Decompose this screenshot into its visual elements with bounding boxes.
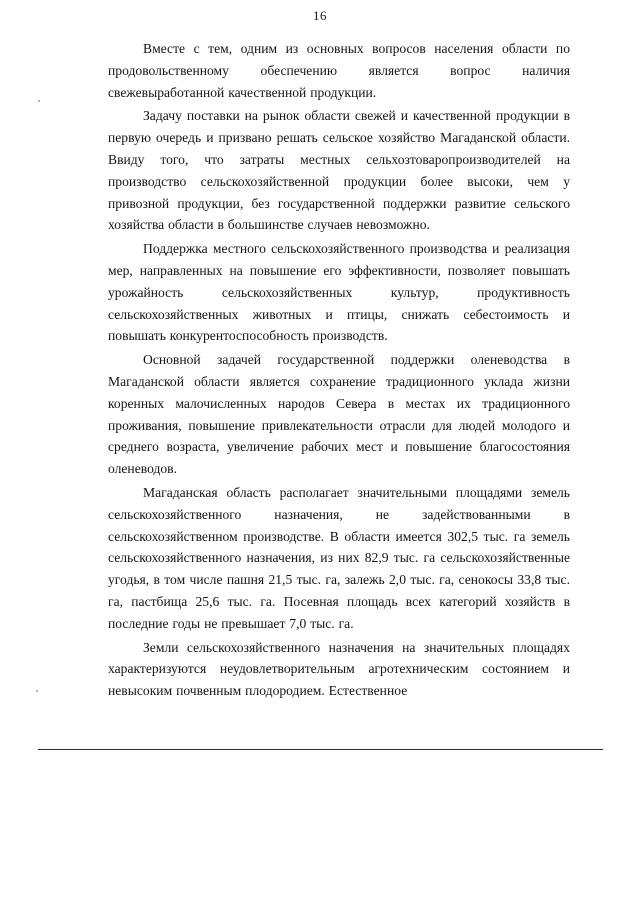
- bottom-rule: [38, 749, 603, 750]
- page-number: 16: [313, 8, 327, 23]
- paragraph-land-resources: Магаданская область располагает значительными площадями земель сельскохозяйственного назначения, не задействованными в сельскохозяйственном производстве. В области имеется 302,5 тыс. га земель сельскохозяйственного назначения, из них 82,9 тыс. га сельскохозяйственные угодья, в том числе пашня 21,5 тыс. га, залежь 2,0 тыс. га, сенокосы 33,8 тыс. га, пастбища 25,6 тыс. га. Посевная площадь всех категорий хозяйств в последние годы не превышает 7,0 тыс. га.: [108, 484, 570, 631]
- margin-speck: [38, 100, 40, 102]
- paragraph-local-production-support: Поддержка местного сельскохозяйственного производства и реализация мер, направленных на повышение его эффективности, позволяет повышать урожайность сельскохозяйственных культур, продуктивность сельскохозяйственных животных и птицы, снижать себестоимость и повышать конкурентоспособность производств.: [108, 241, 570, 344]
- paragraph-land-condition: Земли сельскохозяйственного назначения на значительных площадях характеризуются неудовлетворительным агротехническим состоянием и невысоким почвенным плодородием. Естественное: [108, 639, 570, 699]
- paragraph-reindeer-herding: Основной задачей государственной поддержки оленеводства в Магаданской области является сохранение традиционного уклада жизни коренных малочисленных народов Севера в местах их традиционного проживания, повышение привлекательности отрасли для людей молодого и среднего возраста, увеличение рабочих мест и повышение благосостояния оленеводов.: [108, 352, 570, 477]
- document-body: [108, 38, 570, 702]
- margin-speck: [36, 690, 38, 692]
- paragraph-agriculture-role: Задачу поставки на рынок области свежей и качественной продукции в первую очередь и призвано решать сельское хозяйство Магаданской области. Ввиду того, что затраты местных сельхозтоваропроизводителей на производство сельскохозяйственной продукции более высоки, чем у привозной продукции, без государственной поддержки развитие сельского хозяйства области в большинстве случаев невозможно.: [108, 108, 570, 233]
- paragraph-food-supply: Вместе с тем, одним из основных вопросов населения области по продовольственному обеспечению является вопрос наличия свежевыработанной качественной продукции.: [108, 41, 570, 100]
